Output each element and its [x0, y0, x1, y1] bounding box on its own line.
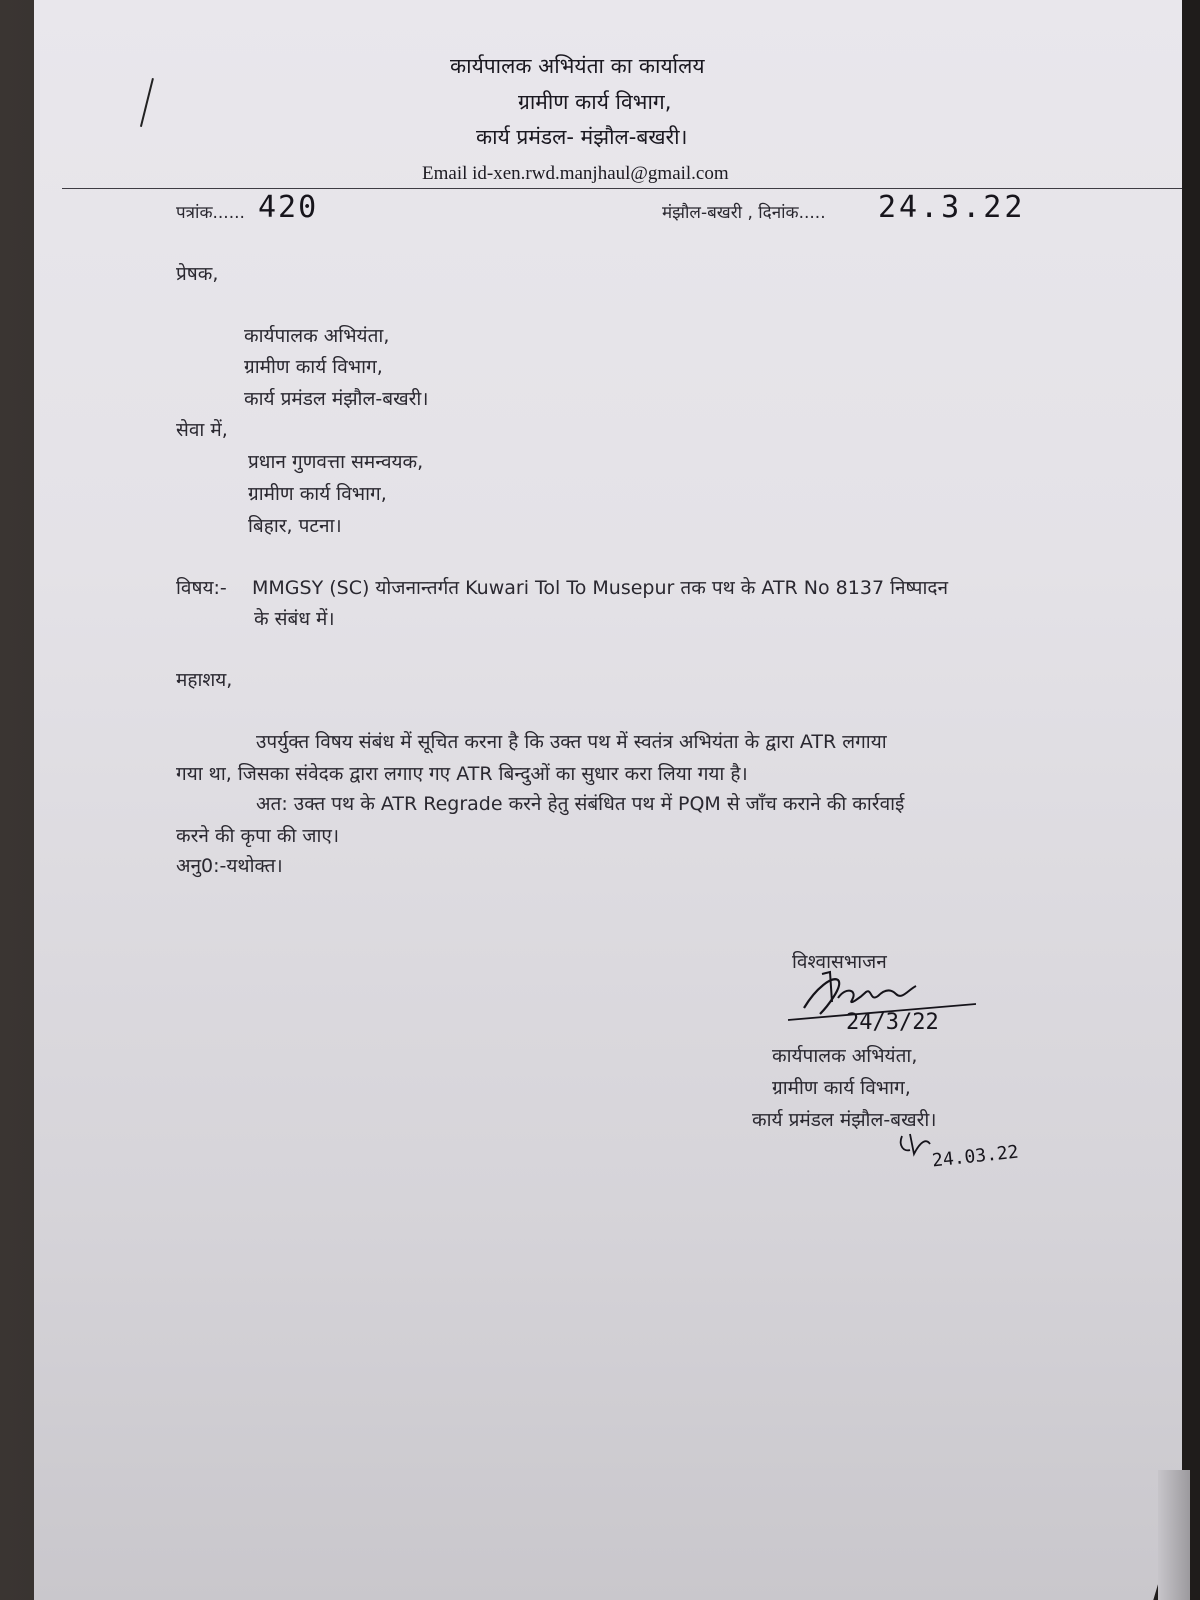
page-fold: [1158, 1470, 1190, 1600]
salutation: महाशय,: [176, 669, 233, 691]
letterhead-divider: [62, 188, 1182, 189]
closing-line: कार्यपालक अभियंता,: [772, 1045, 918, 1067]
letterhead-office: कार्यपालक अभियंता का कार्यालय: [450, 54, 705, 78]
enclosure: अनु0:-यथोक्त।: [176, 855, 283, 877]
body-line: अत: उक्त पथ के ATR Regrade करने हेतु संबंधित पथ में PQM से जाँच कराने की कार्रवाई: [256, 793, 905, 815]
initial-date: 24.03.22: [931, 1141, 1020, 1172]
letterhead-department: ग्रामीण कार्य विभाग,: [518, 90, 672, 114]
letterhead-division: कार्य प्रमंडल- मंझौल-बखरी।: [476, 125, 688, 149]
body-line: करने की कृपा की जाए।: [176, 825, 340, 847]
subject-line: के संबंध में।: [254, 608, 335, 630]
body-line: गया था, जिसका संवेदक द्वारा लगाए गए ATR बिन्दुओं का सुधार करा लिया गया है।: [176, 763, 748, 785]
patrank-label: पत्रांक......: [176, 203, 245, 223]
subject-label: विषय:-: [176, 577, 227, 599]
sender-label: प्रेषक,: [176, 263, 219, 285]
recipient-line: बिहार, पटना।: [248, 515, 342, 537]
sender-line: ग्रामीण कार्य विभाग,: [244, 356, 383, 378]
sender-line: कार्य प्रमंडल मंझौल-बखरी।: [244, 388, 429, 410]
recipient-label: सेवा में,: [176, 419, 228, 441]
recipient-line: प्रधान गुणवत्ता समन्वयक,: [248, 451, 424, 473]
signature-date: 24/3/22: [846, 1010, 939, 1035]
patrank-value: 420: [258, 190, 319, 225]
letterhead-email: Email id-xen.rwd.manjhaul@gmail.com: [422, 163, 729, 184]
recipient-line: ग्रामीण कार्य विभाग,: [248, 483, 387, 505]
closing-line: कार्य प्रमंडल मंझौल-बखरी।: [752, 1109, 937, 1131]
closing-line: ग्रामीण कार्य विभाग,: [772, 1077, 911, 1099]
sender-line: कार्यपालक अभियंता,: [244, 325, 390, 347]
closing-yours: विश्वासभाजन: [792, 951, 887, 973]
body-line: उपर्युक्त विषय संबंध में सूचित करना है कि उक्त पथ में स्वतंत्र अभियंता के द्वारा ATR लगाया: [256, 731, 887, 753]
date-value: 24.3.22: [878, 190, 1026, 225]
subject-line: MMGSY (SC) योजनान्तर्गत Kuwari Tol To Musepur तक पथ के ATR No 8137 निष्पादन: [252, 577, 949, 599]
place-date-label: मंझौल-बखरी , दिनांक.....: [662, 203, 826, 223]
